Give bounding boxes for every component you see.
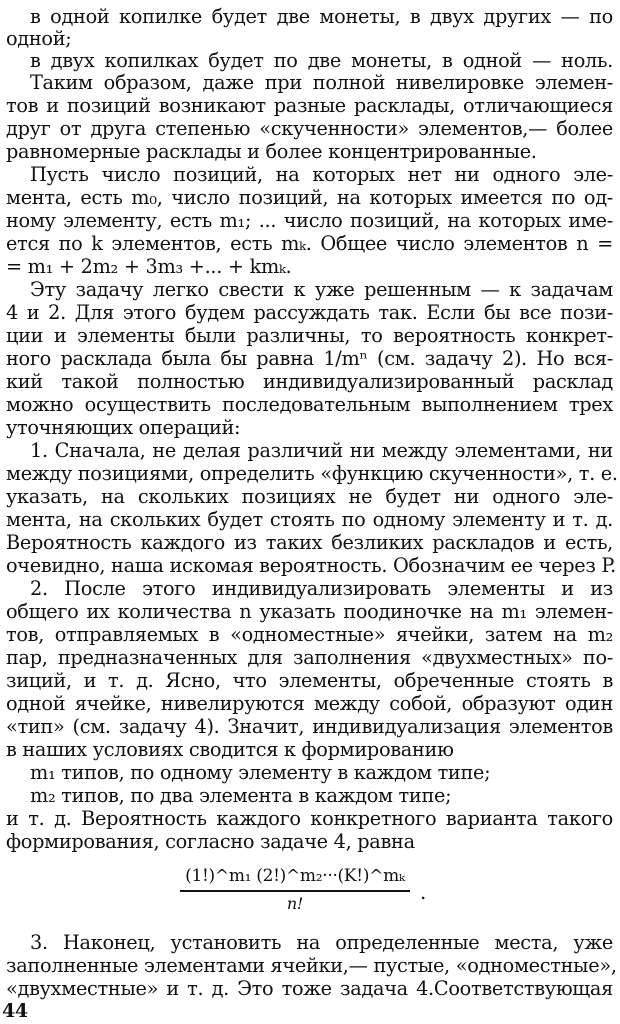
text-line: указать, на скольких позициях не будет ни одного эле- [6, 485, 613, 508]
text-line: тов и позиций возникают разные расклады, отличающиеся [6, 94, 613, 117]
text-line: мента, есть m₀, число позиций, на которых имеется по од- [6, 186, 613, 209]
text-line: общего их количества n указать поодиночке на m₁ элемен- [6, 600, 613, 623]
text-line: m₂ типов, по два элемента в каждом типе; [30, 784, 452, 807]
text-line: 4 и 2. Для этого будем рассуждать так. Если бы все пози- [6, 301, 613, 324]
text-line: можно осуществить последовательным выполнением трех [6, 393, 613, 416]
page-number: 44 [2, 1000, 28, 1022]
text-line: мента, на скольких будет стоять по одному элементу и т. д. [6, 508, 613, 531]
formula-period: . [420, 880, 427, 904]
text-line: одной ячейке, нивелируются между собой, образуют один [6, 692, 613, 715]
fraction-bar [180, 890, 410, 892]
text-line: ции и элементы были различны, то вероятность конкрет- [6, 324, 613, 347]
text-line: 2. После этого индивидуализировать элементы и из [30, 577, 613, 600]
text-line: кий такой полностью индивидуализированный расклад [6, 370, 613, 393]
text-line: очевидно, наша искомая вероятность. Обозначим ее через P. [6, 554, 616, 577]
text-line: пар, предназначенных для заполнения «двухместных» по- [6, 646, 613, 669]
text-line: Вероятность каждого из таких безликих раскладов и есть, [6, 531, 613, 554]
text-line: = m₁ + 2m₂ + 3m₃ +... + kmₖ. [6, 255, 292, 278]
text-line: ется по k элементов, есть mₖ. Общее число элементов n = [6, 232, 613, 255]
text-line: ному элементу, есть m₁; ... число позиций, на которых име- [6, 209, 613, 232]
probability-formula [180, 866, 427, 926]
text-line: тов, отправляемых в «одноместные» ячейки, затем на m₂ [6, 623, 613, 646]
text-line: равномерные расклады и более концентрированные. [6, 140, 537, 163]
text-line: «тип» (см. задачу 4). Значит, индивидуализация элементов [6, 715, 613, 738]
text-line: зиций, и т. д. Ясно, что элементы, обреченные стоять в [6, 669, 613, 692]
text-line: Таким образом, даже при полной нивелировке элемен- [30, 71, 613, 94]
formula-denominator: n! [286, 894, 304, 913]
text-line: Эту задачу легко свести к уже решенным — к задачам [30, 278, 613, 301]
text-line: m₁ типов, по одному элементу в каждом типе; [30, 761, 491, 784]
text-line: друг от друга степенью «скученности» элементов,— более [6, 117, 613, 140]
text-line: одной; [6, 27, 72, 50]
text-line: формирования, согласно задаче 4, равна [6, 830, 415, 853]
text-line: 3. Наконец, установить на определенные места, уже [30, 931, 613, 954]
text-line: в одной копилке будет две монеты, в двух других — по [30, 5, 613, 28]
text-line: между позициями, определить «функцию скученности», т. е. [6, 462, 618, 485]
text-line: и т. д. Вероятность каждого конкретного варианта такого [6, 807, 613, 830]
text-line: Пусть число позиций, на которых нет ни одного эле- [30, 163, 613, 186]
text-line: 1. Сначала, не делая различий ни между элементами, ни [30, 439, 613, 462]
formula-numerator: (1!)^m₁ (2!)^m₂···(K!)^mₖ [185, 866, 405, 886]
text-line: в двух копилках будет по две монеты, в одной — ноль. [30, 49, 613, 72]
text-line: в наших условиях сводится к формированию [6, 738, 454, 761]
text-line: «двухместные» и т. д. Это тоже задача 4.Соответствующая [6, 977, 613, 1000]
text-line: ного расклада была бы равна 1/mⁿ (см. задачу 2). Но вся- [6, 347, 613, 370]
text-line: уточняющих операций: [6, 416, 241, 439]
text-line: заполненные элементами ячейки,— пустые, «одноместные», [6, 954, 617, 977]
